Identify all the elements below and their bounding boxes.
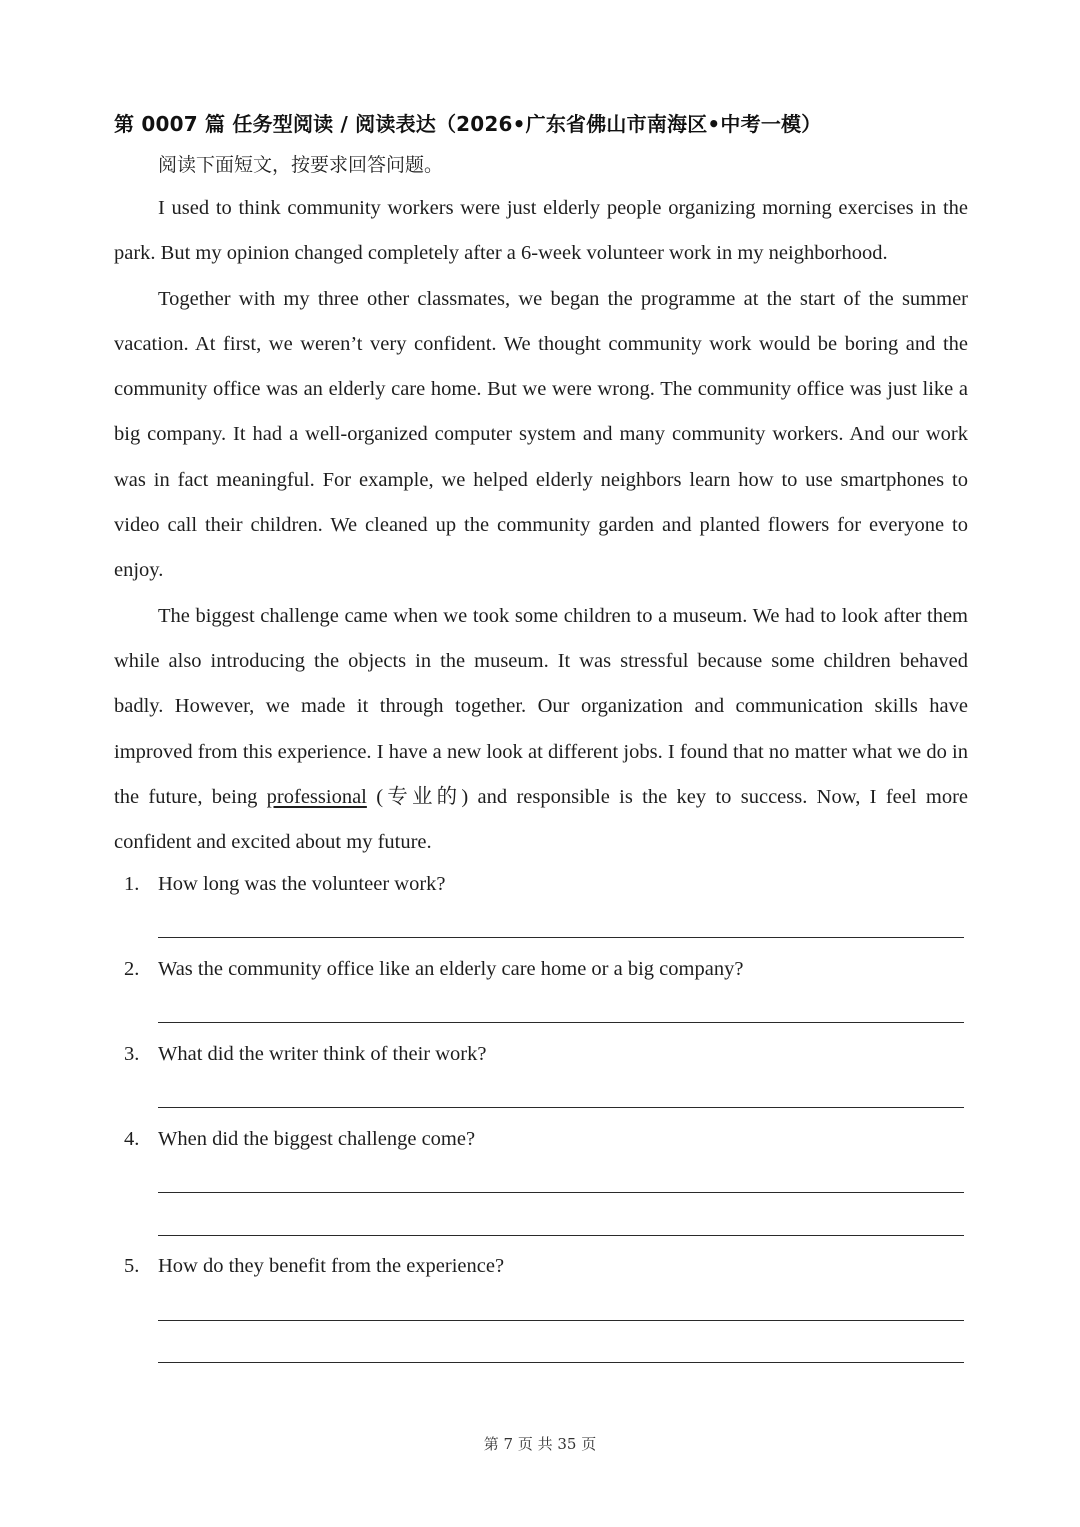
paragraph-3-text-start: The biggest challenge came when we took some children to a museum. We had to look after them while also introducing the objects in the museum. It was stressful because some children behaved badly. However, we made it through together. Our organization and communication skills have improved from this experience. I have a new look at different jobs. I found that no matter what we do in the future, being — [114, 604, 968, 808]
reading-passage — [114, 186, 968, 865]
answer-line-4a[interactable] — [158, 1192, 964, 1193]
passage-paragraph-3 — [114, 594, 968, 866]
question-number: 3. — [124, 1043, 140, 1065]
question-2 — [124, 958, 964, 981]
underlined-word: professional — [266, 785, 367, 808]
question-3 — [124, 1043, 964, 1066]
answer-line-5a[interactable] — [158, 1320, 964, 1321]
answer-line-5b[interactable] — [158, 1362, 964, 1363]
page-title: 第 0007 篇 任务型阅读 / 阅读表达（2026•广东省佛山市南海区•中考一模） — [114, 112, 822, 136]
answer-line-3[interactable] — [158, 1107, 964, 1108]
question-number: 5. — [124, 1255, 140, 1277]
question-5 — [124, 1255, 964, 1278]
answer-line-4b[interactable] — [158, 1235, 964, 1236]
page-number: 第 7 页 共 35 页 — [483, 1435, 597, 1453]
passage-paragraph-1: I used to think community workers were just elderly people organizing morning exercises in the park. But my opinion changed completely after a 6-week volunteer work in my neighborhood. — [114, 197, 968, 265]
question-number: 1. — [124, 873, 140, 895]
question-text: Was the community office like an elderly care home or a big company? — [158, 958, 744, 980]
question-1 — [124, 873, 964, 896]
answer-line-2[interactable] — [158, 1022, 964, 1023]
question-number: 4. — [124, 1128, 140, 1150]
question-4 — [124, 1128, 964, 1151]
paragraph-3-text-end: (专业的) and responsible is the key to success. Now, I feel more confident and excited about my future. — [114, 785, 969, 854]
answer-line-1[interactable] — [158, 937, 964, 938]
question-text: How long was the volunteer work? — [158, 873, 446, 895]
question-number: 2. — [124, 958, 140, 980]
question-text: How do they benefit from the experience? — [158, 1255, 505, 1277]
instruction-text: 阅读下面短文，按要求回答问题。 — [158, 154, 444, 176]
question-text: What did the writer think of their work? — [158, 1043, 487, 1065]
passage-paragraph-2: Together with my three other classmates, we began the programme at the start of the summer vacation. At first, we weren’t very confident. We thought community work would be boring and the community office was an elderly care home. But we were wrong. The community office was just like a big company. It had a well-organized computer system and many community workers. And our work was in fact meaningful. For example, we helped elderly neighbors learn how to use smartphones to video call their children. We cleaned up the community garden and planted flowers for everyone to enjoy. — [114, 287, 968, 582]
question-text: When did the biggest challenge come? — [158, 1128, 476, 1150]
